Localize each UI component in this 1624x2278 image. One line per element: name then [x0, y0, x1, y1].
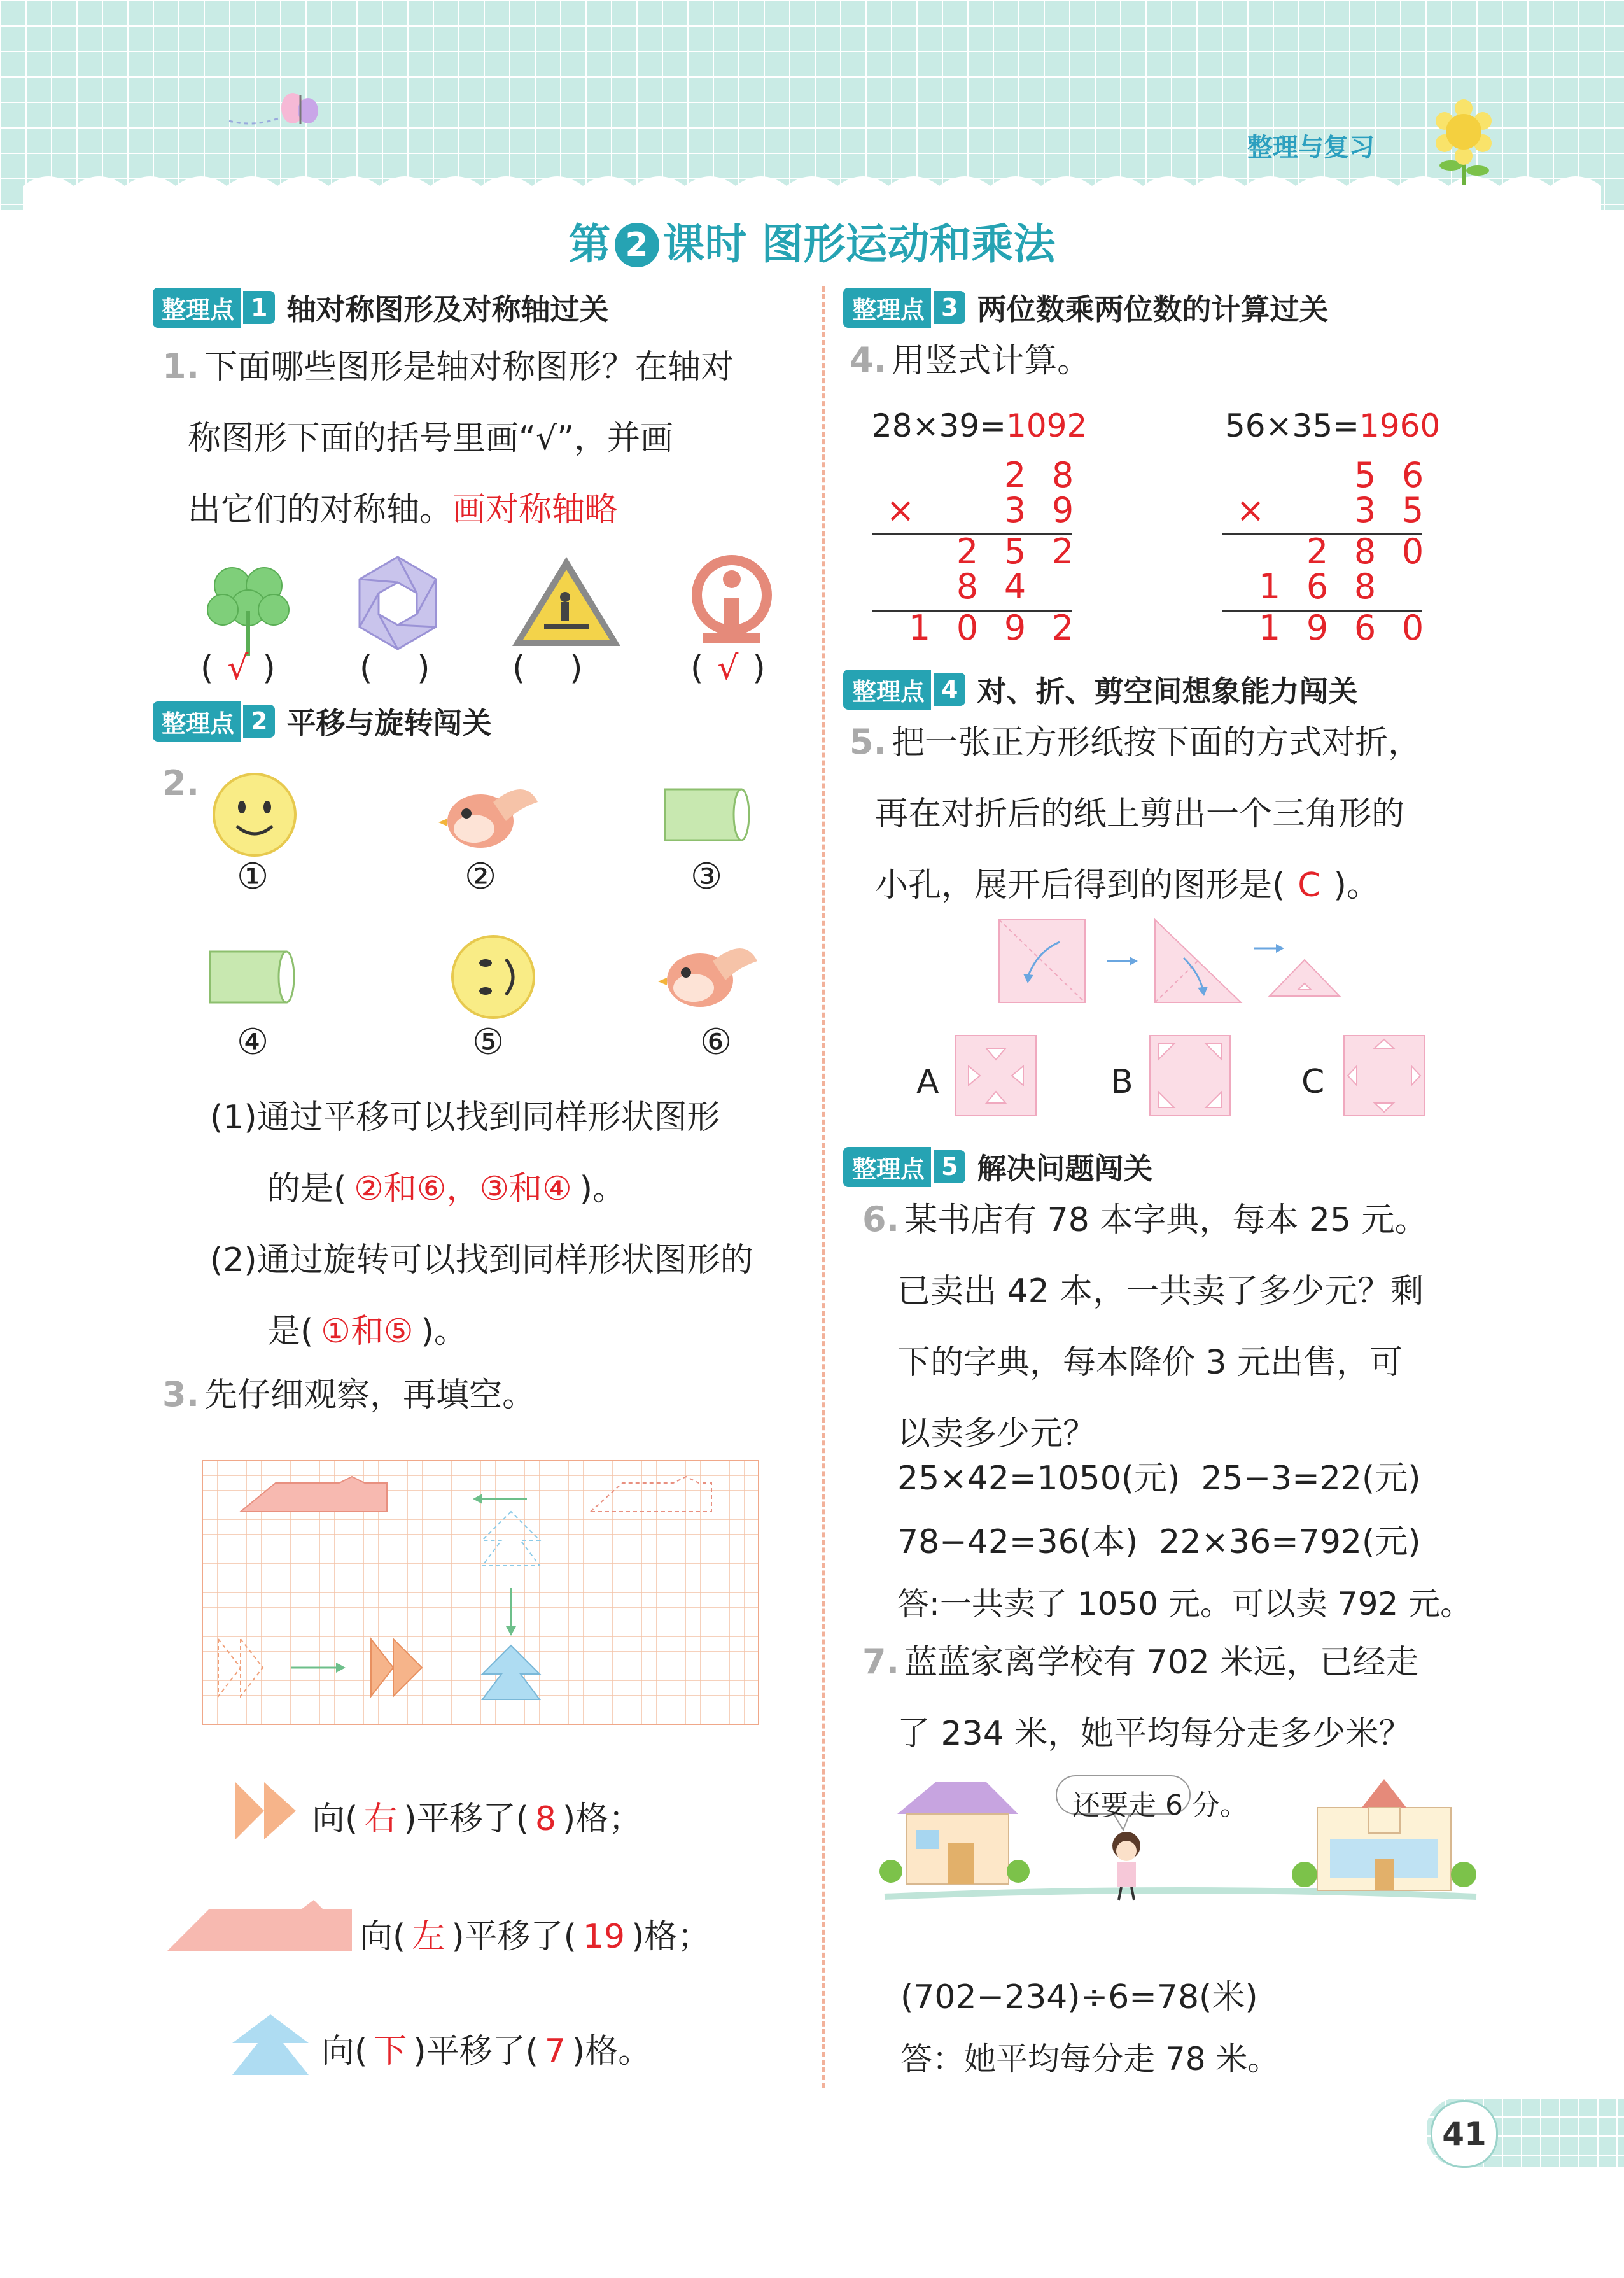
q5-option-c: C: [1301, 1063, 1325, 1101]
bracket-open: (: [360, 649, 373, 687]
q6-answer-line1: 25×42=1050(元) 25−3=22(元): [897, 1459, 1421, 1498]
tag-number: 5: [934, 1150, 965, 1183]
digit: 5: [1004, 531, 1026, 572]
q3-number: 3.: [162, 1374, 200, 1414]
lesson-number: 2: [615, 223, 659, 267]
digit: 8: [1051, 455, 1074, 495]
tag-number: 3: [934, 291, 965, 324]
option-c-figure: [1343, 1034, 1425, 1117]
q3-text: [162, 1359, 535, 1431]
smiley-face-icon: [210, 770, 299, 859]
tag-number: 1: [243, 291, 275, 324]
q2-sub2-post: )。: [421, 1312, 467, 1351]
butterfly-icon: [229, 83, 331, 134]
bracket-answer: √: [717, 649, 739, 687]
q3-row-1: [312, 1792, 641, 1839]
digit: 2: [1004, 455, 1026, 495]
digit: 8: [1354, 531, 1376, 572]
q3-answer-dir: 左: [412, 1918, 445, 1956]
q1-bracket-1: [200, 649, 276, 687]
q7-number: 7.: [862, 1642, 900, 1682]
q3-answer-count: 8: [535, 1800, 556, 1838]
q5-line1: 把一张正方形纸按下面的方式对折，: [892, 724, 1422, 762]
q7-answer-line2: 答：她平均每分走 78 米。: [900, 2041, 1280, 2078]
q1-line3: 出它们的对称轴。: [188, 491, 453, 529]
q6-number: 6.: [862, 1199, 900, 1239]
q2-sub1-answer: ②和⑥，③和④: [354, 1170, 572, 1208]
q6-line1: 某书店有 78 本字典，每本 25 元。: [904, 1201, 1428, 1239]
digit: 0: [1401, 608, 1424, 648]
column-divider: [822, 286, 825, 2088]
tag-2: [153, 700, 491, 742]
q4-expr-2: [1225, 407, 1440, 444]
q2-sub2-line1: (2)通过旋转可以找到同样形状图形的: [210, 1241, 753, 1279]
tag-label: 整理点: [153, 701, 241, 742]
tag-label: 整理点: [843, 288, 931, 328]
q2-sub1-post: )。: [579, 1170, 626, 1208]
q2-label-6: ⑥: [700, 1022, 732, 1063]
q1-bracket-4: [690, 649, 766, 687]
q5-line3-pre: 小孔，展开后得到的图形是(: [875, 866, 1285, 904]
q4-answer-1: 1092: [1006, 407, 1088, 444]
digit: 9: [1306, 608, 1329, 648]
digit: 3: [1004, 490, 1026, 530]
q2-sub1-pre: 的是(: [267, 1170, 347, 1208]
q1-number: 1.: [162, 346, 200, 386]
q3-row-2: [360, 1909, 710, 1957]
q4-prompt: 用竖式计算。: [892, 342, 1091, 380]
bracket-close: ): [262, 649, 276, 687]
cylinder-log-icon: [204, 948, 299, 1006]
tag-text: 两位数乘两位数的计算过关: [977, 292, 1329, 327]
railway-logo-icon: [684, 554, 780, 649]
q2-sub: [210, 1082, 815, 1367]
clover-icon: [197, 560, 299, 656]
digit: 2: [1306, 531, 1329, 572]
q4-text: [850, 325, 1090, 397]
q3-text: 向(: [312, 1800, 358, 1838]
q4-expr-1: [872, 407, 1087, 444]
tag-text: 平移与旋转闯关: [286, 706, 492, 740]
q2-label-3: ③: [690, 856, 723, 897]
digit: 0: [1401, 531, 1424, 572]
digit: 9: [1004, 608, 1026, 648]
q1-line2: 称图形下面的括号里画“√”，并画: [188, 419, 674, 458]
q6-line4: 以卖多少元？: [897, 1415, 1096, 1453]
tag-4: [843, 668, 1357, 710]
bracket-open: (: [200, 649, 214, 687]
digit: 6: [1401, 455, 1424, 495]
digit: 1: [908, 608, 931, 648]
tag-label: 整理点: [843, 670, 931, 710]
bracket-open: (: [690, 649, 704, 687]
q7-line1: 蓝蓝家离学校有 702 米远，已经走: [904, 1643, 1419, 1682]
tag-label: 整理点: [843, 1147, 931, 1187]
q2-number-wrap: [162, 748, 204, 820]
q6-line2: 已卖出 42 本，一共卖了多少元？剩: [897, 1272, 1424, 1311]
digit: 5: [1401, 490, 1424, 530]
q5-line2: 再在对折后的纸上剪出一个三角形的: [875, 795, 1405, 833]
q1-answer: 画对称轴略: [452, 491, 619, 529]
q5-line3-post: )。: [1333, 866, 1380, 904]
q3-answer-count: 19: [582, 1918, 626, 1956]
cylinder-log-icon: [659, 786, 754, 843]
q2-sub1-line1: (1)通过平移可以找到同样形状图形: [210, 1099, 720, 1137]
tag-1: [153, 286, 608, 328]
times-sign: ×: [1236, 490, 1265, 530]
digit: 6: [1306, 566, 1329, 607]
bracket-close: ): [417, 649, 430, 687]
airplane-shape-icon: [164, 1894, 355, 1957]
digit: 2: [1051, 531, 1074, 572]
paper-folding-steps: [999, 917, 1330, 1006]
warning-sign-icon: [509, 554, 624, 649]
times-sign: ×: [886, 490, 915, 530]
q3-text: )格；: [631, 1918, 711, 1956]
bracket-close: ): [752, 649, 766, 687]
digit: 1: [1258, 566, 1281, 607]
q2-label-4: ④: [237, 1022, 269, 1063]
q6-answer-line2: 78−42=36(本) 22×36=792(元): [897, 1523, 1421, 1561]
q3-text: )平移了(: [413, 2032, 538, 2071]
option-b-figure: [1149, 1034, 1231, 1117]
q2-label-5: ⑤: [472, 1022, 505, 1063]
q6-answer-line3: 答:一共卖了 1050 元。可以卖 792 元。: [897, 1585, 1473, 1622]
q4-answer-2: 1960: [1359, 407, 1441, 444]
q5-text: [850, 707, 1562, 921]
tag-3: [843, 286, 1328, 328]
tag-label: 整理点: [153, 288, 241, 328]
tag-text: 解决问题闯关: [977, 1151, 1153, 1186]
q2-number: 2.: [162, 763, 200, 803]
q7-line2: 了 234 米，她平均每分走多少米？: [897, 1715, 1412, 1753]
digit: 8: [956, 566, 979, 607]
q3-row-3: [321, 2024, 651, 2072]
q5-number: 5.: [850, 722, 887, 762]
digit: 2: [956, 531, 979, 572]
bracket-close: ): [570, 649, 583, 687]
arrowhead-shape-icon: [232, 1779, 309, 1843]
lesson-suffix: 课时 图形运动和乘法: [662, 220, 1056, 269]
digit: 2: [1051, 608, 1074, 648]
q3-text: )格；: [562, 1800, 642, 1838]
q1-text: [162, 331, 811, 545]
lesson-prefix: 第: [568, 220, 611, 269]
q3-answer-count: 7: [544, 2032, 566, 2071]
q2-sub2-pre: 是(: [267, 1312, 314, 1351]
q1-bracket-2: [360, 649, 430, 687]
q7-speech-bubble: 还要走 6 分。: [1072, 1789, 1248, 1822]
q7-answer-line1: (702−234)÷6=78(米): [900, 1978, 1258, 2016]
q1-line1: 下面哪些图形是轴对称图形？在轴对: [204, 348, 734, 386]
q5-answer: C: [1298, 866, 1321, 904]
digit: 6: [1354, 608, 1376, 648]
rotated-smiley-icon: [449, 932, 538, 1022]
option-a-figure: [955, 1034, 1037, 1117]
q3-text: )平移了(: [403, 1800, 529, 1838]
digit: 3: [1354, 490, 1376, 530]
digit: 8: [1354, 566, 1376, 607]
q5-option-b: B: [1110, 1063, 1133, 1101]
bracket-answer: √: [227, 649, 249, 687]
q7-text: [862, 1626, 1575, 1769]
tag-5: [843, 1146, 1152, 1188]
q2-label-2: ②: [465, 856, 497, 897]
q1-bracket-3: [512, 649, 583, 687]
q2-sub2-answer: ①和⑤: [321, 1312, 414, 1351]
q3-answer-dir: 右: [364, 1800, 398, 1838]
tag-text: 轴对称图形及对称轴过关: [286, 292, 609, 327]
digit: 1: [1258, 608, 1281, 648]
bracket-open: (: [512, 649, 526, 687]
q3-prompt: 先仔细观察，再填空。: [204, 1376, 536, 1414]
q3-text: )平移了(: [451, 1918, 577, 1956]
lesson-title: [0, 210, 1624, 271]
q3-text: 向(: [321, 2032, 368, 2071]
q6-text: [862, 1184, 1575, 1470]
digit: 0: [956, 608, 979, 648]
q6-line3: 下的字典，每本降价 3 元出售，可: [897, 1344, 1403, 1382]
bird-icon: [436, 777, 544, 859]
translation-grid: [202, 1461, 759, 1724]
digit: 9: [1051, 490, 1074, 530]
page-number: 41: [1431, 2100, 1498, 2168]
sunflower-icon: [1425, 95, 1502, 185]
q3-answer-dir: 下: [374, 2032, 407, 2071]
q4-expr-text: 28×39=: [872, 407, 1007, 444]
q3-text: )格。: [571, 2032, 652, 2071]
digit: 5: [1354, 455, 1376, 495]
bird-icon: [655, 936, 764, 1018]
q5-option-a: A: [916, 1063, 939, 1101]
tag-text: 对、折、剪空间想象能力闯关: [977, 674, 1358, 708]
digit: 4: [1004, 566, 1026, 607]
camera-aperture-icon: [347, 554, 449, 656]
q4-number: 4.: [850, 340, 887, 380]
q4-expr-text: 56×35=: [1225, 407, 1360, 444]
tree-shape-icon: [226, 2011, 315, 2081]
tag-number: 2: [243, 705, 275, 738]
q2-label-1: ①: [237, 856, 269, 897]
section-label: 整理与复习: [1247, 133, 1375, 162]
q3-text: 向(: [360, 1918, 406, 1956]
tag-number: 4: [934, 673, 965, 706]
